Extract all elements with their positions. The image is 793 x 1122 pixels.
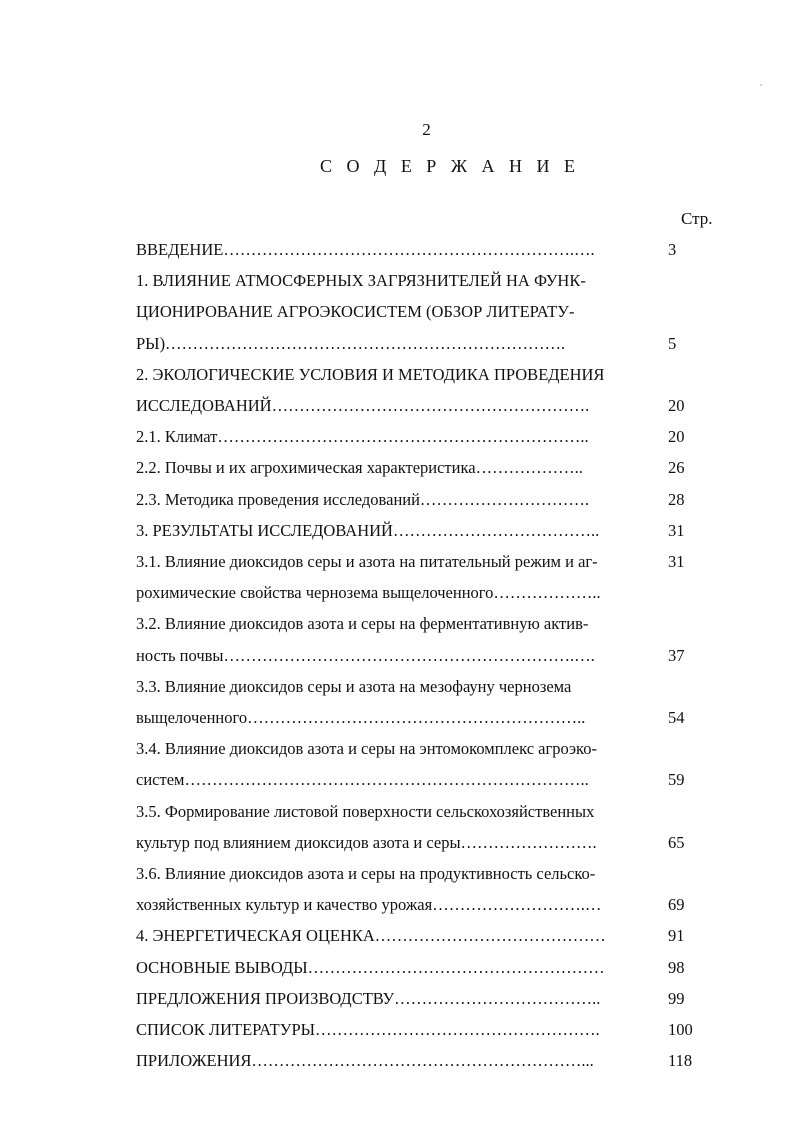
toc-entry-line: ПРЕДЛОЖЕНИЯ ПРОИЗВОДСТВУ……………………………….. <box>136 988 601 1008</box>
toc-entry <box>136 421 718 452</box>
page-title: С О Д Е Р Ж А Н И Е <box>320 156 580 176</box>
toc-entry-line: выщелоченного…………………………………………………….. <box>136 708 586 728</box>
toc-entry-page-cell <box>661 983 718 1014</box>
toc-entry-page-cell <box>661 359 718 421</box>
toc-entry-title <box>136 671 661 733</box>
toc-entry-page-cell <box>661 421 718 452</box>
toc-entry-page-cell <box>661 484 718 515</box>
toc-entry-title <box>136 546 661 608</box>
toc-entry-page-cell <box>661 234 718 265</box>
toc-entry-title <box>136 983 661 1014</box>
toc-entry-line: ЦИОНИРОВАНИЕ АГРОЭКОСИСТЕМ (ОБЗОР ЛИТЕРАТУ- <box>136 302 575 322</box>
toc-entry-line: 4. ЭНЕРГЕТИЧЕСКАЯ ОЦЕНКА…………………………………… <box>136 926 606 946</box>
toc-entry-page-cell <box>661 1045 718 1076</box>
toc-entry-title <box>136 608 661 670</box>
page-number: 2 <box>422 120 431 139</box>
toc-entry-page: 5 <box>668 333 677 353</box>
toc-entry-page: 31 <box>668 552 685 572</box>
toc-entry <box>136 796 718 858</box>
toc-entry <box>136 671 718 733</box>
toc-entry-title <box>136 1014 661 1045</box>
toc-entry-page: 20 <box>668 396 685 416</box>
toc-entry <box>136 952 718 983</box>
toc-entry-title <box>136 452 661 483</box>
toc-entry-page-cell <box>661 265 718 359</box>
toc-entry <box>136 265 718 359</box>
toc-entry-page-cell <box>661 671 718 733</box>
toc-entry-line: 3. РЕЗУЛЬТАТЫ ИССЛЕДОВАНИЙ……………………………….. <box>136 520 600 540</box>
toc-entry-page-cell <box>661 515 718 546</box>
toc-entry <box>136 858 718 920</box>
toc-entry <box>136 484 718 515</box>
toc-entry-page: 98 <box>668 957 685 977</box>
toc-entry-line: ПРИЛОЖЕНИЯ……………………………………………………... <box>136 1051 594 1071</box>
toc-entry-page-cell <box>661 608 718 670</box>
toc-entry-line: ИССЛЕДОВАНИЙ…………………………………………………. <box>136 396 590 416</box>
toc-entry-line: 3.4. Влияние диоксидов азота и серы на энтомокомплекс агроэко- <box>136 739 597 759</box>
toc-entry-page-cell <box>661 733 718 795</box>
toc-entry-title <box>136 484 661 515</box>
scan-speck <box>760 84 762 86</box>
toc-entry-line: 2.2. Почвы и их агрохимическая характеристика……………….. <box>136 458 583 478</box>
toc-entry-line: 3.3. Влияние диоксидов серы и азота на мезофауну чернозема <box>136 676 572 696</box>
toc-entry <box>136 359 718 421</box>
toc-entry-title <box>136 359 661 421</box>
toc-entry-title <box>136 796 661 858</box>
toc-entry-page-cell <box>661 920 718 951</box>
toc-entry-page: 65 <box>668 832 685 852</box>
toc-entry-page: 54 <box>668 708 685 728</box>
toc-entry <box>136 920 718 951</box>
table-of-contents <box>136 234 718 1076</box>
toc-entry-page: 3 <box>668 240 677 259</box>
toc-entry-page: 99 <box>668 988 685 1008</box>
toc-entry-page-cell <box>661 546 718 608</box>
toc-entry-page-cell <box>661 1014 718 1045</box>
toc-entry-page: 26 <box>668 458 685 478</box>
toc-entry-title <box>136 733 661 795</box>
toc-entry-line: 3.1. Влияние диоксидов серы и азота на питательный режим и аг- <box>136 552 598 572</box>
toc-entry-title <box>136 952 661 983</box>
toc-entry <box>136 546 718 608</box>
toc-entry-page-cell <box>661 452 718 483</box>
toc-entry-title <box>136 234 661 265</box>
toc-entry-page: 118 <box>668 1051 693 1071</box>
toc-entry-line: ОСНОВНЫЕ ВЫВОДЫ……………………………………………… <box>136 957 605 977</box>
toc-entry-page: 37 <box>668 645 685 665</box>
toc-entry-line: СПИСОК ЛИТЕРАТУРЫ……………………………………………. <box>136 1020 600 1040</box>
toc-entry-line: 3.2. Влияние диоксидов азота и серы на ферментативную актив- <box>136 614 589 634</box>
toc-entry-page-cell <box>661 858 718 920</box>
toc-entry <box>136 1045 718 1076</box>
toc-entry-page: 59 <box>668 770 685 790</box>
toc-entry <box>136 515 718 546</box>
toc-entry-title <box>136 515 661 546</box>
toc-entry-line: хозяйственных культур и качество урожая……………………….… <box>136 895 602 915</box>
toc-entry-page-cell <box>661 796 718 858</box>
toc-entry-line: рохимические свойства чернозема выщелоченного……………….. <box>136 583 601 603</box>
toc-entry-page: 69 <box>668 895 685 915</box>
toc-entry-line: 2.3. Методика проведения исследований…………………………. <box>136 489 590 509</box>
toc-entry-line: систем……………………………………………………………….. <box>136 770 589 790</box>
toc-entry <box>136 983 718 1014</box>
toc-entry-title <box>136 265 661 359</box>
toc-entry-title <box>136 1045 661 1076</box>
toc-entry-title <box>136 421 661 452</box>
toc-entry <box>136 452 718 483</box>
toc-entry <box>136 1014 718 1045</box>
toc-entry-page: 31 <box>668 520 685 540</box>
toc-entry-page-cell <box>661 952 718 983</box>
page-column-label: Стр. <box>681 209 713 228</box>
toc-entry-line: 1. ВЛИЯНИЕ АТМОСФЕРНЫХ ЗАГРЯЗНИТЕЛЕЙ НА ФУНК- <box>136 271 586 291</box>
toc-entry-page: 20 <box>668 427 685 447</box>
toc-entry-page: 100 <box>668 1020 693 1040</box>
toc-entry-line: культур под влиянием диоксидов азота и серы……………………. <box>136 832 597 852</box>
toc-entry-line: 3.6. Влияние диоксидов азота и серы на продуктивность сельско- <box>136 864 596 884</box>
toc-entry-line: РЫ)………………………………………………………………. <box>136 333 566 353</box>
toc-entry-line: 3.5. Формирование листовой поверхности сельскохозяйственных <box>136 801 595 821</box>
toc-entry-line: 2. ЭКОЛОГИЧЕСКИЕ УСЛОВИЯ И МЕТОДИКА ПРОВЕДЕНИЯ <box>136 364 605 384</box>
toc-entry <box>136 733 718 795</box>
toc-entry-title <box>136 920 661 951</box>
toc-entry-line: ВВЕДЕНИЕ……………………………………………………….…. <box>136 240 595 259</box>
toc-entry-title <box>136 858 661 920</box>
toc-entry-line: ность почвы……………………………………………………….…. <box>136 645 595 665</box>
toc-entry <box>136 234 718 265</box>
toc-entry <box>136 608 718 670</box>
toc-entry-line: 2.1. Климат………………………………………………………….. <box>136 427 589 447</box>
toc-entry-page: 91 <box>668 926 685 946</box>
toc-entry-page: 28 <box>668 489 685 509</box>
